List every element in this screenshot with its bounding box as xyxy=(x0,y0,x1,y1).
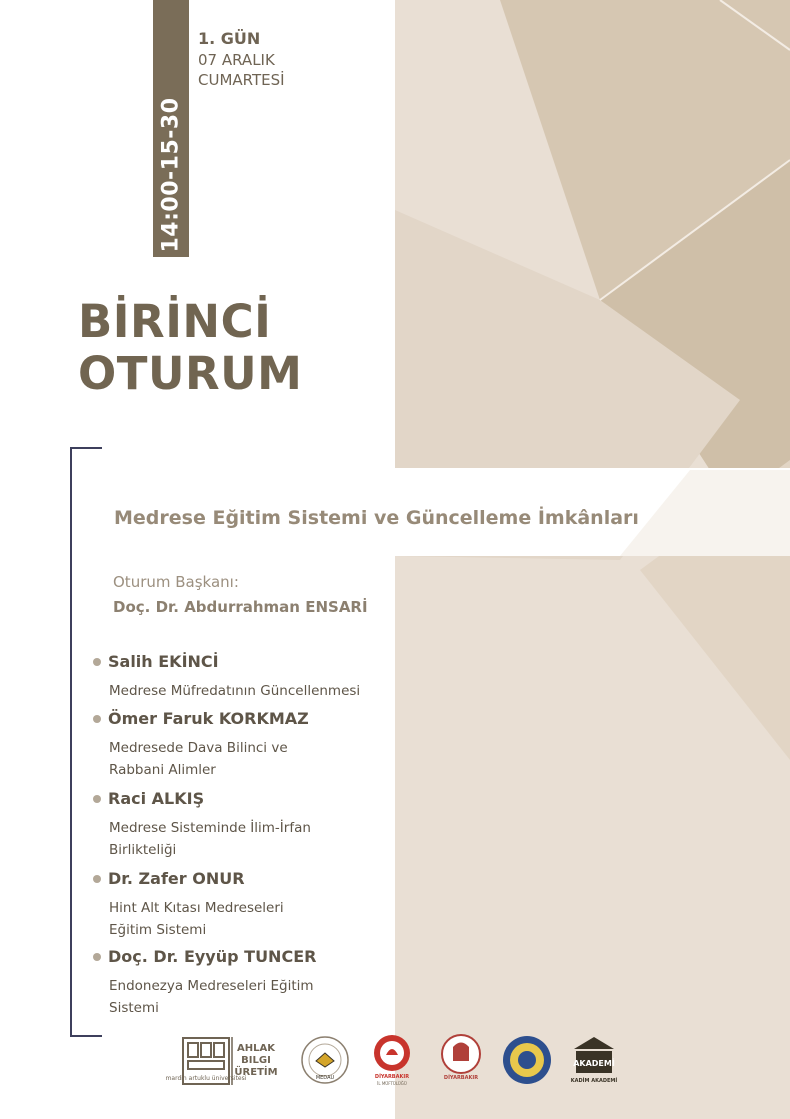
speaker-item xyxy=(93,709,413,781)
talk-title xyxy=(109,897,413,941)
svg-text:AHLAK: AHLAK xyxy=(237,1043,275,1054)
speaker-name: Dr. Zafer ONUR xyxy=(108,869,245,888)
medau-logo xyxy=(300,1035,350,1085)
chair-label: Oturum Başkanı: xyxy=(113,573,239,591)
talk-line: Rabbani Alimler xyxy=(109,762,216,778)
kadim-akademi-logo xyxy=(570,1035,618,1085)
svg-text:AKADEMİ: AKADEMİ xyxy=(573,1059,615,1068)
speaker-name: Doç. Dr. Eyyüp TUNCER xyxy=(108,947,317,966)
page-title xyxy=(78,296,302,400)
mardin-artuklu-logo xyxy=(165,1037,247,1085)
session-topic: Medrese Eğitim Sistemi ve Güncelleme İmkânları xyxy=(114,507,639,529)
day-number: 1. GÜN xyxy=(198,29,261,48)
bullet-icon xyxy=(93,953,101,961)
diyarbakir-vakif-logo xyxy=(438,1033,484,1089)
title-line-1: BİRİNCİ xyxy=(78,295,272,348)
talk-title xyxy=(109,975,413,1019)
speaker-name: Raci ALKIŞ xyxy=(108,789,205,808)
ahlak-bilgi-uretim-logo xyxy=(230,1035,278,1087)
title-line-2: OTURUM xyxy=(78,347,303,400)
university-seal-logo xyxy=(502,1035,552,1085)
svg-text:İL MÜFTÜLÜĞÜ: İL MÜFTÜLÜĞÜ xyxy=(377,1081,407,1086)
session-time: 14:00-15-30 xyxy=(158,97,184,253)
speaker-item xyxy=(93,869,413,941)
svg-text:DİYARBAKIR: DİYARBAKIR xyxy=(443,1075,479,1081)
sponsor-logos xyxy=(165,1033,620,1088)
talk-line: Sistemi xyxy=(109,1000,159,1016)
speaker-name: Ömer Faruk KORKMAZ xyxy=(108,709,309,728)
bullet-icon xyxy=(93,795,101,803)
talk-title xyxy=(109,680,413,702)
talk-line: Birlikteliği xyxy=(109,842,177,858)
day-weekday: CUMARTESİ xyxy=(198,71,285,89)
day-date: 07 ARALIK xyxy=(198,51,275,69)
bullet-icon xyxy=(93,875,101,883)
speaker-name: Salih EKİNCİ xyxy=(108,652,219,671)
talk-line: Hint Alt Kıtası Medreseleri xyxy=(109,900,284,916)
chair-name: Doç. Dr. Abdurrahman ENSARİ xyxy=(113,598,368,616)
diyarbakir-mufti-logo xyxy=(370,1033,414,1089)
talk-line: Endonezya Medreseleri Eğitim xyxy=(109,978,314,994)
talk-line: Eğitim Sistemi xyxy=(109,922,207,938)
talk-title xyxy=(109,817,413,861)
talk-line: Medrese Müfredatının Güncellenmesi xyxy=(109,683,361,699)
svg-text:BILGI: BILGI xyxy=(241,1055,271,1066)
bullet-icon xyxy=(93,715,101,723)
speaker-item xyxy=(93,652,413,702)
svg-text:DİYARBAKIR: DİYARBAKIR xyxy=(374,1074,410,1080)
talk-title xyxy=(109,737,413,781)
speaker-item xyxy=(93,947,413,1019)
logo-caption: mardin artuklu üniversitesi xyxy=(165,1075,247,1082)
bullet-icon xyxy=(93,658,101,666)
talk-line: Medrese Sisteminde İlim-İrfan xyxy=(109,820,311,836)
svg-text:ÜRETİM: ÜRETİM xyxy=(234,1067,278,1078)
svg-text:MEDAU: MEDAU xyxy=(315,1075,335,1081)
talk-line: Medresede Dava Bilinci ve xyxy=(109,740,288,756)
speaker-item xyxy=(93,789,413,861)
svg-text:KADİM AKADEMİ: KADİM AKADEMİ xyxy=(570,1078,618,1084)
